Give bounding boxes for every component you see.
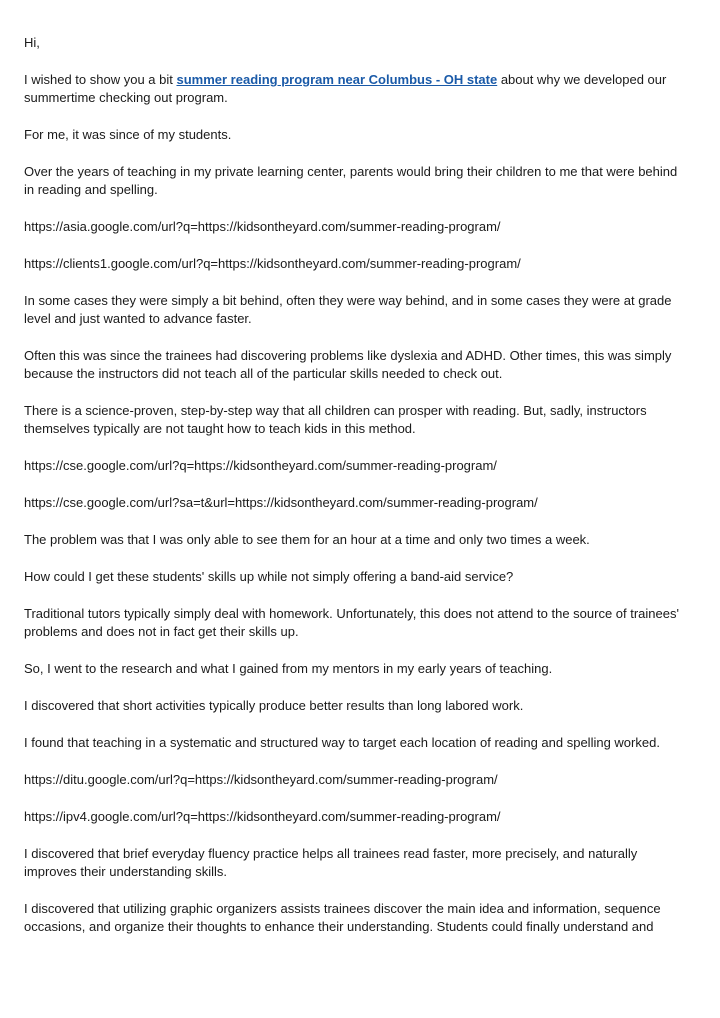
- url-line: https://cse.google.com/url?q=https://kidsontheyard.com/summer-reading-program/: [24, 458, 497, 473]
- summer-reading-program-link[interactable]: summer reading program near Columbus - OH state: [176, 72, 498, 87]
- paragraph: Traditional tutors typically simply deal with homework. Unfortunately, this does not attend to the source of trainees' problems and does not in fact get their skills up.: [24, 606, 679, 639]
- paragraph: I discovered that utilizing graphic organizers assists trainees discover the main idea and information, sequence occasions, and organize their thoughts to enhance their understanding. Students could finally understand and: [24, 901, 661, 934]
- url-line: https://ditu.google.com/url?q=https://kidsontheyard.com/summer-reading-program/: [24, 772, 498, 787]
- paragraph: Over the years of teaching in my private learning center, parents would bring their children to me that were behind in reading and spelling.: [24, 164, 678, 197]
- intro-paragraph: [24, 71, 690, 107]
- url-line: https://ipv4.google.com/url?q=https://kidsontheyard.com/summer-reading-program/: [24, 809, 501, 824]
- url-line: https://clients1.google.com/url?q=https://kidsontheyard.com/summer-reading-program/: [24, 256, 521, 271]
- intro-text-before: I wished to show you a bit: [24, 72, 177, 87]
- intro-text-after: about why we developed our summertime checking out program.: [24, 72, 667, 105]
- paragraph: So, I went to the research and what I gained from my mentors in my early years of teaching.: [24, 661, 553, 676]
- greeting: Hi,: [24, 35, 40, 50]
- paragraph: I discovered that brief everyday fluency practice helps all trainees read faster, more precisely, and naturally improves their understanding skills.: [24, 846, 638, 879]
- paragraph: The problem was that I was only able to see them for an hour at a time and only two times a week.: [24, 532, 590, 547]
- paragraph: For me, it was since of my students.: [24, 127, 232, 142]
- url-line: https://asia.google.com/url?q=https://kidsontheyard.com/summer-reading-program/: [24, 219, 501, 234]
- paragraph: Often this was since the trainees had discovering problems like dyslexia and ADHD. Other times, this was simply because the instructors did not teach all of the particular skills needed to check out.: [24, 348, 672, 381]
- paragraph: How could I get these students' skills up while not simply offering a band-aid service?: [24, 569, 514, 584]
- paragraph: I discovered that short activities typically produce better results than long labored work.: [24, 698, 524, 713]
- paragraph: I found that teaching in a systematic and structured way to target each location of reading and spelling worked.: [24, 735, 660, 750]
- url-line: https://cse.google.com/url?sa=t&url=https://kidsontheyard.com/summer-reading-program/: [24, 495, 538, 510]
- paragraph: In some cases they were simply a bit behind, often they were way behind, and in some cases they were at grade level and just wanted to advance faster.: [24, 293, 672, 326]
- paragraph: There is a science-proven, step-by-step way that all children can prosper with reading. But, sadly, instructors themselves typically are not taught how to teach kids in this method.: [24, 403, 647, 436]
